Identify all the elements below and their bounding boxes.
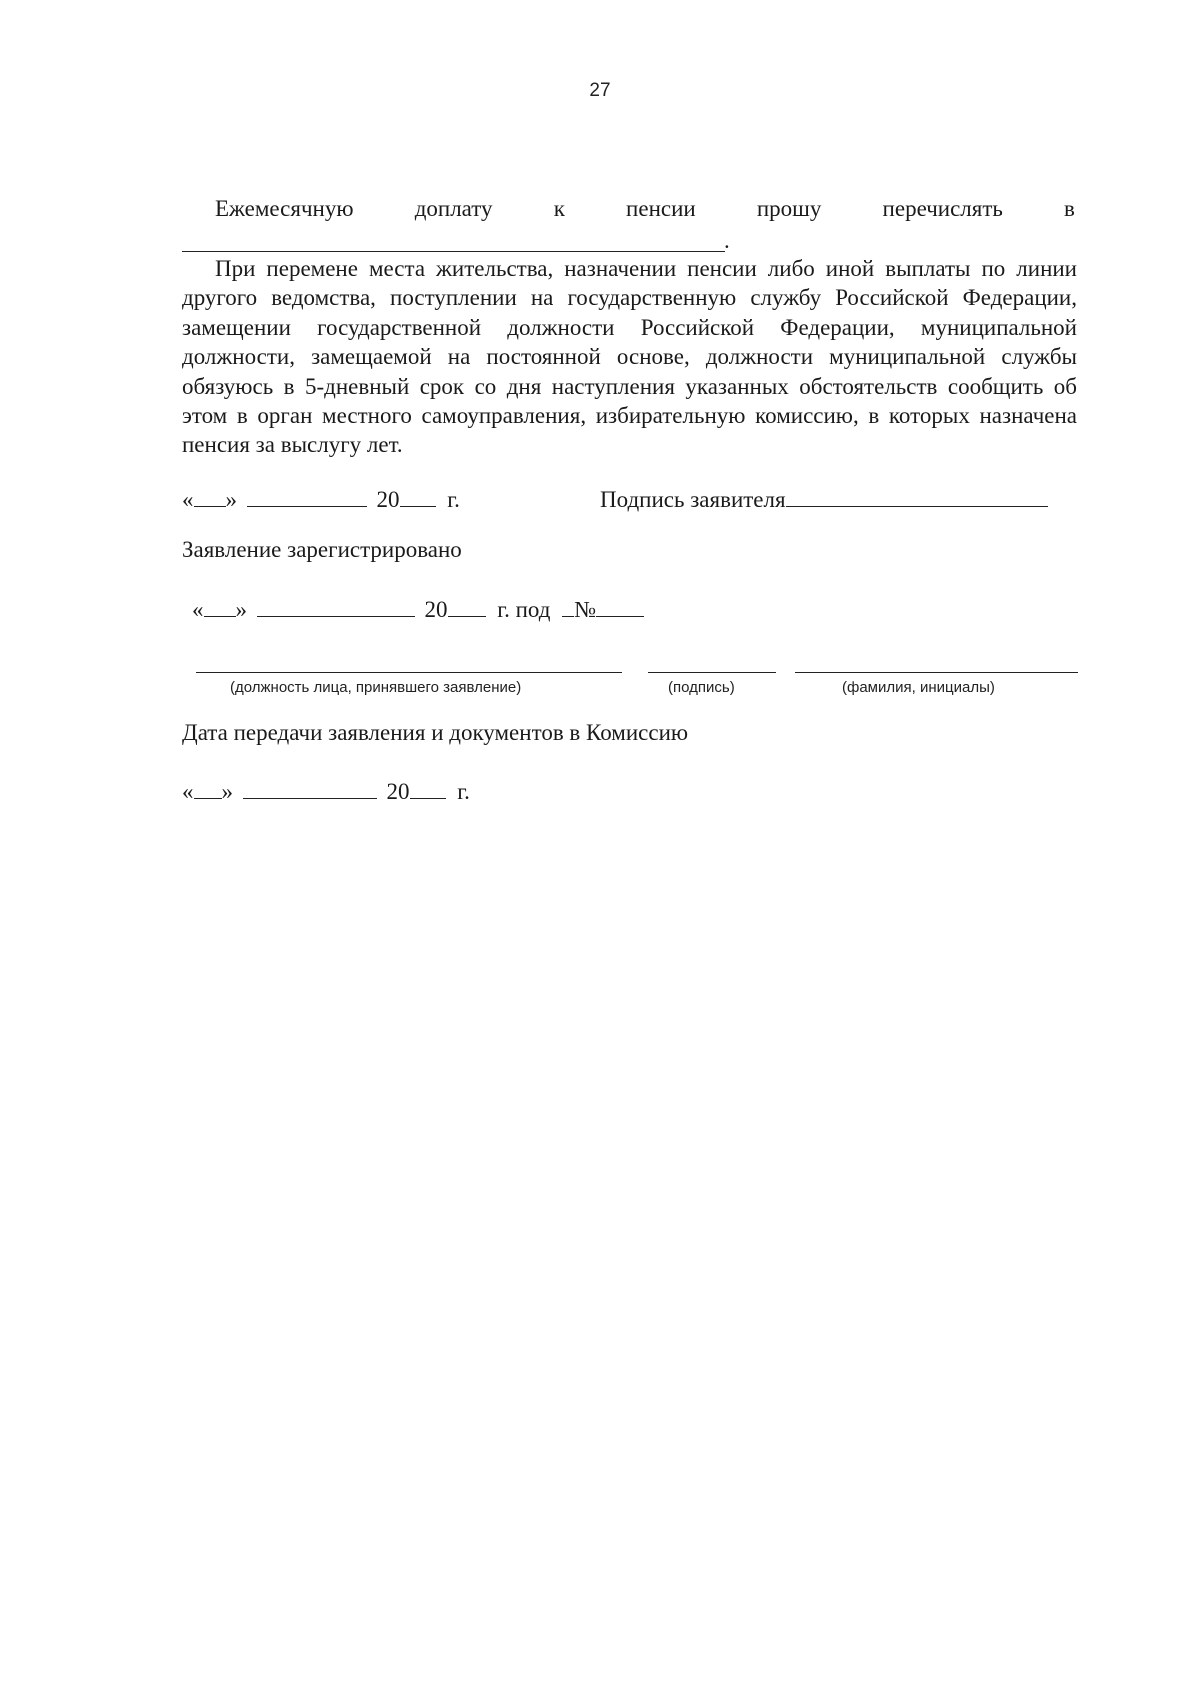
year-suffix: г. (457, 779, 470, 804)
transfer-word: к (553, 196, 565, 221)
day-blank (204, 615, 236, 617)
year-blank (448, 615, 486, 617)
applicant-date (182, 487, 460, 513)
name-caption: (фамилия, инициалы) (842, 679, 995, 696)
month-blank (243, 797, 377, 799)
registered-label: Заявление зарегистрировано (182, 537, 462, 562)
date-close-quote: » (235, 597, 247, 622)
year-prefix: 20 (376, 487, 400, 512)
year-blank (400, 505, 436, 507)
signature-label: Подпись заявителя (600, 487, 786, 512)
date-close-quote: » (221, 779, 233, 804)
bank-details-blank (182, 251, 725, 252)
year-suffix: г. (447, 487, 460, 512)
date-open-quote: « (192, 597, 204, 622)
date-close-quote: » (225, 487, 237, 512)
name-line (795, 672, 1078, 673)
transfer-word: в (1064, 196, 1075, 221)
page-number: 27 (589, 80, 611, 101)
transfer-request-line (215, 196, 1075, 222)
signature-line (648, 672, 776, 673)
date-open-quote: « (182, 487, 194, 512)
day-blank (194, 505, 226, 507)
transfer-word: доплату (414, 196, 493, 221)
position-caption: (должность лица, принявшего заявление) (230, 679, 522, 696)
transfer-date-label: Дата передачи заявления и документов в Комиссию (182, 720, 689, 745)
year-prefix: 20 (424, 597, 448, 622)
month-blank (257, 615, 415, 617)
number-sign: № (574, 597, 597, 622)
number-pre-blank (562, 615, 574, 617)
date-open-quote: « (182, 779, 194, 804)
transfer-word: перечислять (882, 196, 1003, 221)
signature-blank (786, 505, 1048, 507)
number-blank (596, 615, 644, 617)
transfer-word: пенсии (626, 196, 696, 221)
registration-date (192, 597, 644, 623)
transfer-date (182, 779, 470, 805)
obligation-paragraph: При перемене места жительства, назначении пенсии либо иной выплаты по линии другого ведомства, поступлении на государственную службу Российской Федерации, замещении государственной должности Российской Федерации, муниципальной должности, замещаемой на постоянной основе, должности муниципальной службы обязуюсь в 5-дневный срок со дня наступления указанных обстоятельств сообщить об этом в орган местного самоуправления, избирательную комиссию, в которых назначена пенсия за выслугу лет. (182, 256, 1077, 458)
month-blank (247, 505, 367, 507)
transfer-word: Ежемесячную (215, 196, 354, 221)
applicant-signature (600, 487, 1048, 513)
year-suffix: г. под (497, 597, 551, 622)
position-line (196, 672, 622, 673)
year-prefix: 20 (386, 779, 410, 804)
day-blank (194, 797, 222, 799)
bank-details-end-mark: . (724, 228, 730, 253)
transfer-word: прошу (756, 196, 822, 221)
year-blank (410, 797, 446, 799)
signature-caption: (подпись) (668, 679, 735, 696)
